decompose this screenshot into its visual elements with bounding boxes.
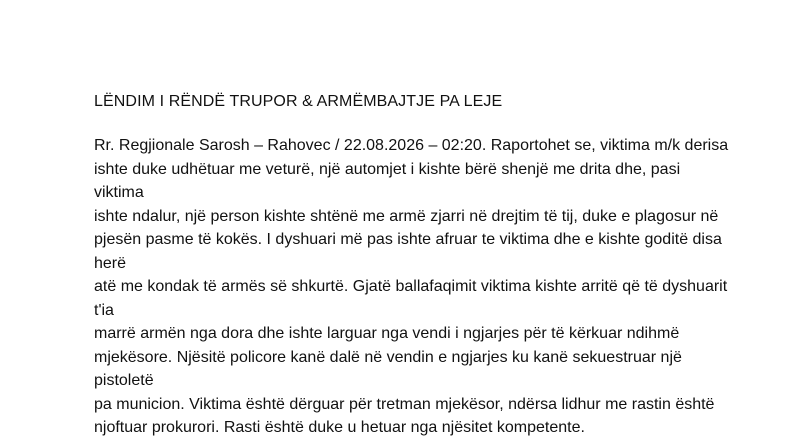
document [94,92,734,440]
document-body: Rr. Regjionale Sarosh – Rahovec / 22.08.2026 – 02:20. Raportohet se, viktima m/k derisa ishte duke udhëtuar me veturë, një automjet i kishte bërë shenjë me drita dhe, pasi viktima ishte ndalur, një person kishte shtënë me armë zjarri në drejtim të tij, duke e plagosur në pjesën pasme të kokës. I dyshuari më pas ishte afruar te viktima dhe e kishte goditë disa herë atë me kondak të armës së shkurtë. Gjatë ballafaqimit viktima kishte arritë që të dyshuarit t'ia marrë armën nga dora dhe ishte larguar nga vendi i ngjarjes për të kërkuar ndihmë mjekësore. Njësitë policore kanë dalë në vendin e ngjarjes ku kanë sekuestruar një pistoletë pa municion. Viktima është dërguar për tretman mjekësor, ndërsa lidhur me rastin është njoftuar prokurori. Rasti është duke u hetuar nga njësitet kompetente. [94,137,729,436]
document-title: LËNDIM I RËNDË TRUPOR & ARMËMBAJTJE PA LEJE [94,93,503,110]
